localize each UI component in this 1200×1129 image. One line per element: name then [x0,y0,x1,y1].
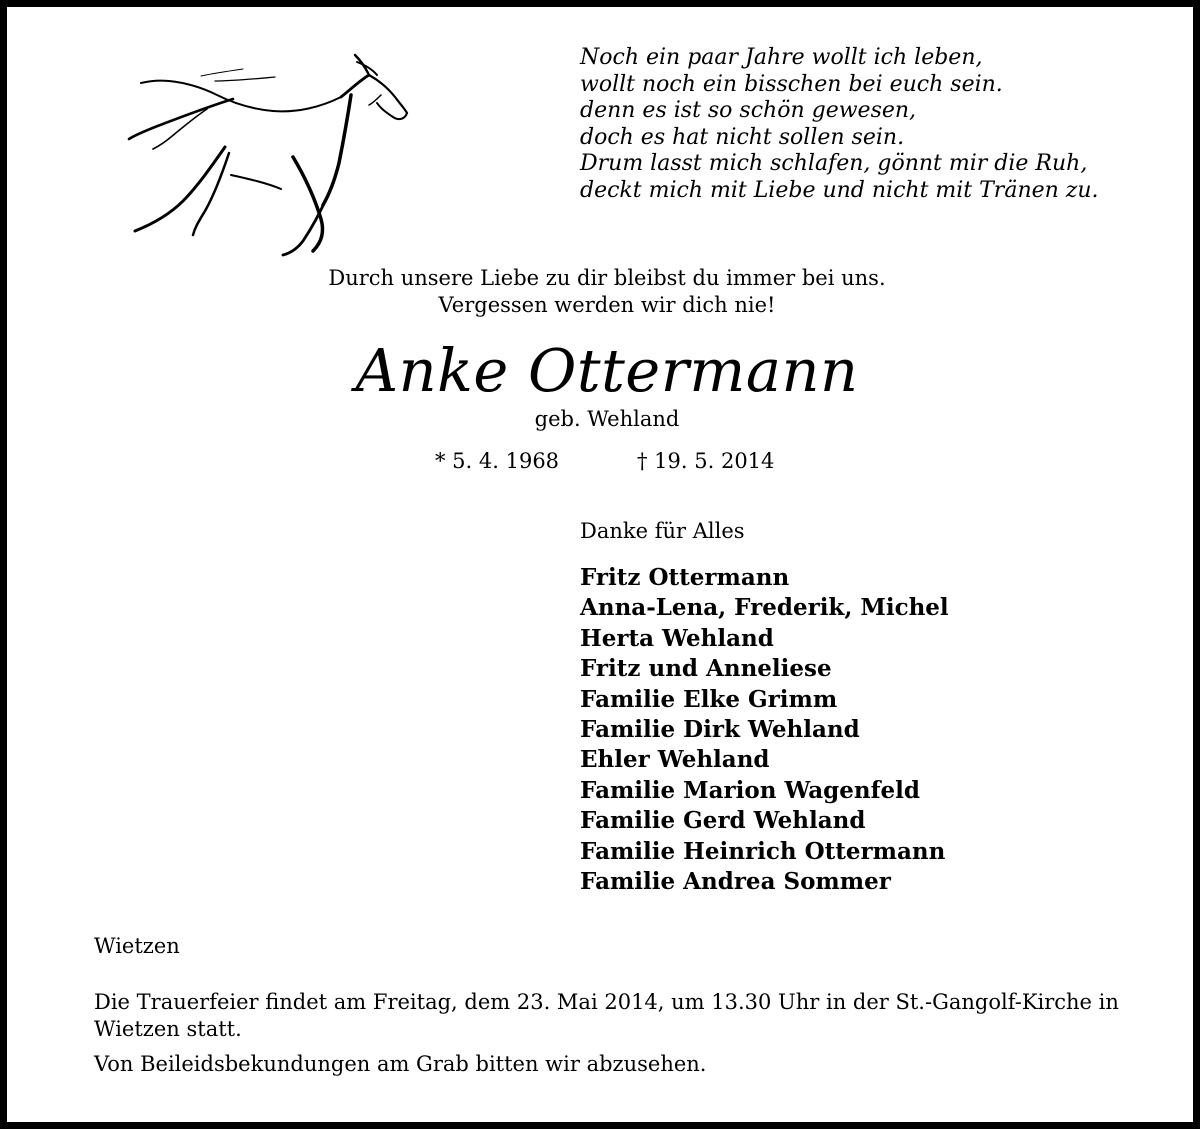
mourner-name: Familie Heinrich Ottermann [580,837,946,865]
mourner-name: Familie Elke Grimm [580,685,838,713]
mourner-name: Fritz Ottermann [580,564,790,591]
funeral-notice [94,989,1134,1086]
poem-line: doch es hat nicht sollen sein. [580,124,905,150]
funeral-details: Die Trauerfeier findet am Freitag, dem 23. Mai 2014, um 13.30 Uhr in der St.-Gangolf-Kirche in Wietzen statt. [94,990,1119,1041]
poem-line: deckt mich mit Liebe und nicht mit Tränen zu. [580,177,1099,203]
maiden-name: geb. Wehland [534,407,680,431]
intro-text [207,265,1007,319]
mourner-name: Ehler Wehland [580,746,770,774]
poem-line: denn es ist so schön gewesen, [580,98,917,123]
mourner-name: Herta Wehland [580,624,774,652]
mourner-name: Familie Marion Wagenfeld [580,776,920,804]
poem [580,45,1180,204]
mourner-name: Anna-Lena, Frederik, Michel [580,594,949,622]
poem-line: Drum lasst mich schlafen, gönnt mir die Ruh, [580,151,1088,176]
mourner-name: Familie Gerd Wehland [580,807,866,835]
death-date: † 19. 5. 2014 [637,449,775,473]
place-name: Wietzen [94,934,180,958]
intro-line: Vergessen werden wir dich nie! [438,293,776,317]
mourner-name: Familie Andrea Sommer [580,868,891,896]
mourners-list [580,563,949,897]
poem-line: Noch ein paar Jahre wollt ich leben, [580,45,983,70]
intro-line: Durch unsere Liebe zu dir bleibst du immer bei uns. [328,266,886,290]
birth-date: * 5. 4. 1968 [435,449,560,473]
mourner-name: Familie Dirk Wehland [580,716,860,744]
deceased-name: Anke Ottermann [355,336,859,405]
poem-line: wollt noch ein bisschen bei euch sein. [580,71,1003,97]
thanks-line: Danke für Alles [580,519,745,543]
condolence-request: Von Beileidsbekundungen am Grab bitten wir abzusehen. [94,1052,707,1076]
horse-illustration [125,47,415,257]
mourner-name: Fritz und Anneliese [580,655,832,683]
